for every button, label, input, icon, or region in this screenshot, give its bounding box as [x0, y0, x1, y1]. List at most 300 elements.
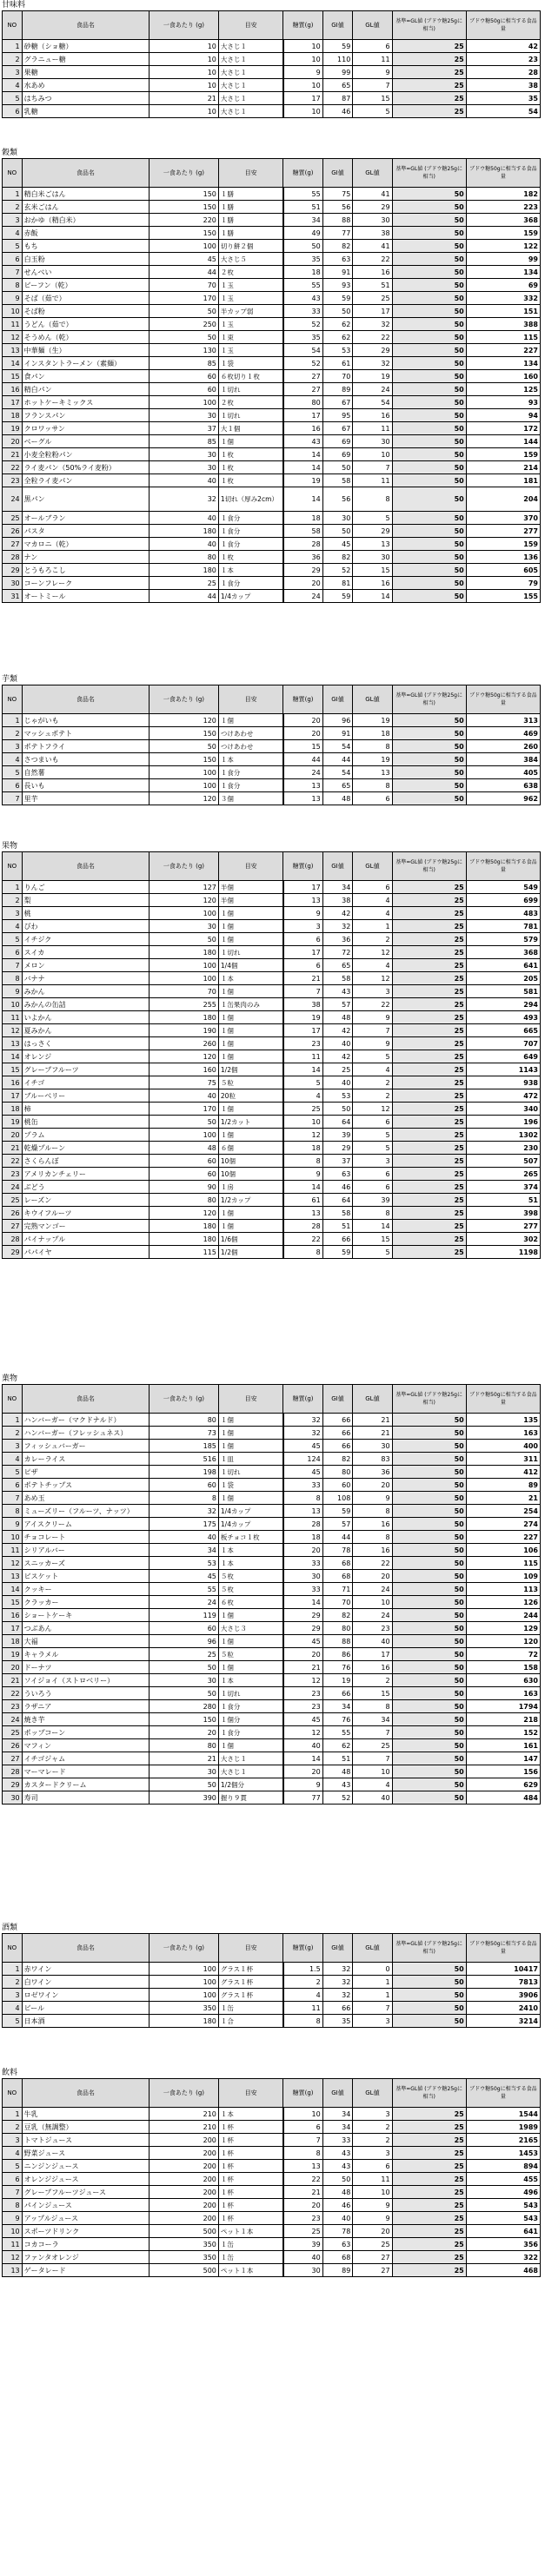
header-gl: GL値: [353, 2079, 392, 2108]
cell-base: 25: [392, 1037, 466, 1050]
cell-amount: 40: [150, 538, 219, 551]
cell-meyasu: １個: [218, 1024, 283, 1037]
cell-amount: 100: [150, 240, 219, 253]
cell-no: 1: [3, 881, 23, 894]
section-title: 穀類: [2, 149, 18, 157]
cell-no: 7: [3, 2186, 23, 2199]
cell-result: 129: [466, 1622, 540, 1635]
cell-name: 赤ワイン: [22, 1963, 149, 1976]
table-row: [3, 92, 541, 105]
cell-amount: 50: [150, 1778, 219, 1791]
cell-gi: 25: [322, 1063, 353, 1076]
cell-meyasu: 板チョコ１枚: [218, 1531, 283, 1544]
cell-carb: 43: [283, 292, 322, 305]
cell-amount: 120: [150, 1207, 219, 1220]
cell-base: 50: [392, 357, 466, 370]
cell-base: 50: [392, 1635, 466, 1648]
cell-gl: 30: [353, 551, 392, 564]
table-row: [3, 1726, 541, 1739]
cell-result: 7813: [466, 1976, 540, 1989]
cell-base: 50: [392, 1687, 466, 1700]
cell-name: クラッカー: [22, 1596, 149, 1609]
cell-result: 122: [466, 240, 540, 253]
cell-name: 精白パン: [22, 383, 149, 396]
cell-result: 227: [466, 344, 540, 357]
cell-gl: 8: [353, 1207, 392, 1220]
cell-meyasu: １膳: [218, 214, 283, 227]
cell-meyasu: １個: [218, 933, 283, 946]
cell-base: 50: [392, 512, 466, 525]
cell-no: 8: [3, 279, 23, 292]
cell-meyasu: １杯: [218, 2212, 283, 2225]
table-row: [3, 1518, 541, 1531]
cell-gi: 46: [322, 2199, 353, 2212]
cell-result: 707: [466, 1037, 540, 1050]
cell-gl: 19: [353, 370, 392, 383]
cell-carb: 20: [283, 1544, 322, 1557]
cell-gi: 51: [322, 1220, 353, 1233]
section-5: [0, 1374, 545, 1805]
cell-meyasu: １食分: [218, 1726, 283, 1739]
cell-no: 18: [3, 1635, 23, 1648]
cell-no: 2: [3, 1976, 23, 1989]
cell-amount: 100: [150, 396, 219, 409]
cell-name: びわ: [22, 920, 149, 933]
cell-base: 50: [392, 779, 466, 792]
cell-result: 94: [466, 409, 540, 422]
cell-carb: 9: [283, 907, 322, 920]
cell-result: 99: [466, 253, 540, 266]
cell-amount: 120: [150, 792, 219, 805]
cell-gi: 78: [322, 1544, 353, 1557]
cell-gl: 14: [353, 590, 392, 603]
cell-carb: 51: [283, 201, 322, 214]
cell-meyasu: 切り餅２個: [218, 240, 283, 253]
cell-no: 28: [3, 551, 23, 564]
cell-meyasu: １個: [218, 920, 283, 933]
cell-result: 3214: [466, 2015, 540, 2028]
cell-carb: 15: [283, 740, 322, 753]
cell-gl: 8: [353, 1700, 392, 1713]
cell-gi: 62: [322, 1739, 353, 1752]
cell-carb: 8: [283, 1246, 322, 1259]
cell-amount: 180: [150, 564, 219, 577]
cell-gi: 69: [322, 435, 353, 448]
cell-name: ういろう: [22, 1687, 149, 1700]
cell-meyasu: １個: [218, 1220, 283, 1233]
cell-gi: 57: [322, 998, 353, 1011]
header-row: [3, 852, 541, 881]
cell-base: 25: [392, 2121, 466, 2134]
cell-amount: 180: [150, 1220, 219, 1233]
table-row: [3, 1596, 541, 1609]
cell-amount: 500: [150, 2225, 219, 2238]
cell-meyasu: つけあわせ: [218, 727, 283, 740]
cell-amount: 37: [150, 422, 219, 435]
cell-meyasu: １膳: [218, 188, 283, 201]
cell-carb: 40: [283, 1739, 322, 1752]
cell-amount: 50: [150, 933, 219, 946]
table-row: [3, 383, 541, 396]
cell-gi: 32: [322, 920, 353, 933]
header-carb: 糖質(g): [283, 1934, 322, 1963]
cell-meyasu: １玉: [218, 318, 283, 331]
cell-name: パイナップル: [22, 1233, 149, 1246]
cell-name: パインジュース: [22, 2199, 149, 2212]
section-title: 飲料: [2, 2069, 18, 2077]
cell-gl: 34: [353, 1713, 392, 1726]
cell-name: レーズン: [22, 1194, 149, 1207]
table-row: [3, 318, 541, 331]
cell-meyasu: ５枚: [218, 1570, 283, 1583]
cell-name: クッキー: [22, 1583, 149, 1596]
cell-gl: 10: [353, 1765, 392, 1778]
cell-meyasu: 1/4カップ: [218, 1518, 283, 1531]
cell-base: 25: [392, 2173, 466, 2186]
cell-meyasu: １切れ: [218, 946, 283, 959]
cell-gl: 6: [353, 1181, 392, 1194]
cell-carb: 24: [283, 590, 322, 603]
header-amount: 一食あたり (g): [150, 11, 219, 40]
header-row: [3, 2079, 541, 2108]
cell-base: 50: [392, 318, 466, 331]
cell-carb: 12: [283, 1726, 322, 1739]
cell-amount: 255: [150, 998, 219, 1011]
cell-amount: 260: [150, 1037, 219, 1050]
cell-base: 25: [392, 2108, 466, 2121]
cell-gl: 5: [353, 1050, 392, 1063]
cell-name: うどん（茹で）: [22, 318, 149, 331]
cell-gl: 21: [353, 1427, 392, 1440]
cell-result: 109: [466, 1570, 540, 1583]
cell-meyasu: 大さじ１: [218, 40, 283, 53]
cell-base: 50: [392, 525, 466, 538]
header-name: 食品名: [22, 2079, 149, 2108]
cell-result: 412: [466, 1466, 540, 1479]
cell-meyasu: １杯: [218, 2147, 283, 2160]
table-row: [3, 2251, 541, 2264]
cell-name: ニンジンジュース: [22, 2160, 149, 2173]
cell-gl: 6: [353, 881, 392, 894]
cell-amount: 30: [150, 1674, 219, 1687]
header-meyasu: 目安: [218, 159, 283, 188]
table-row: [3, 1778, 541, 1791]
table-row: [3, 79, 541, 92]
header-no: NO: [3, 1934, 23, 1963]
cell-meyasu: １杯: [218, 2134, 283, 2147]
cell-carb: 45: [283, 1635, 322, 1648]
cell-meyasu: ペット１本: [218, 2225, 283, 2238]
cell-base: 50: [392, 214, 466, 227]
section-title: 芋類: [2, 675, 18, 684]
cell-carb: 55: [283, 279, 322, 292]
cell-base: 50: [392, 714, 466, 727]
cell-name: ゲータレード: [22, 2264, 149, 2277]
cell-name: カレーライス: [22, 1453, 149, 1466]
cell-gl: 8: [353, 740, 392, 753]
cell-gl: 18: [353, 727, 392, 740]
cell-gi: 60: [322, 1479, 353, 1492]
cell-gl: 2: [353, 1674, 392, 1687]
cell-result: 205: [466, 972, 540, 985]
cell-no: 10: [3, 1531, 23, 1544]
cell-base: 50: [392, 474, 466, 487]
cell-amount: 10: [150, 66, 219, 79]
cell-carb: 9: [283, 1168, 322, 1181]
cell-no: 17: [3, 1089, 23, 1103]
cell-name: イチゴジャム: [22, 1752, 149, 1765]
cell-base: 50: [392, 1557, 466, 1570]
cell-amount: 30: [150, 409, 219, 422]
food-table: [2, 1384, 541, 1805]
cell-result: 155: [466, 590, 540, 603]
cell-carb: 14: [283, 487, 322, 512]
cell-base: 25: [392, 2264, 466, 2277]
cell-amount: 10: [150, 53, 219, 66]
cell-meyasu: １本: [218, 972, 283, 985]
cell-carb: 20: [283, 1648, 322, 1661]
cell-base: 50: [392, 1466, 466, 1479]
cell-result: 93: [466, 396, 540, 409]
cell-no: 29: [3, 1246, 23, 1259]
cell-name: オートミール: [22, 590, 149, 603]
cell-name: 精白米ごはん: [22, 188, 149, 201]
cell-no: 12: [3, 2251, 23, 2264]
cell-base: 50: [392, 448, 466, 461]
table-row: [3, 1414, 541, 1427]
cell-carb: 23: [283, 1687, 322, 1700]
cell-result: 10417: [466, 1963, 540, 1976]
cell-meyasu: １枚: [218, 448, 283, 461]
cell-no: 5: [3, 92, 23, 105]
cell-base: 25: [392, 1207, 466, 1220]
cell-amount: 85: [150, 357, 219, 370]
header-gi: GI値: [322, 11, 353, 40]
cell-result: 69: [466, 279, 540, 292]
cell-gl: 16: [353, 409, 392, 422]
header-base: 基準=GL値 (ブドウ糖25gに相当): [392, 685, 466, 714]
section-7: [0, 2068, 545, 2277]
cell-result: 277: [466, 525, 540, 538]
cell-no: 2: [3, 727, 23, 740]
cell-result: 641: [466, 2225, 540, 2238]
header-no: NO: [3, 2079, 23, 2108]
cell-gi: 66: [322, 1233, 353, 1246]
cell-gl: 9: [353, 66, 392, 79]
cell-gi: 42: [322, 1050, 353, 1063]
cell-gl: 10: [353, 1596, 392, 1609]
cell-carb: 1.5: [283, 1963, 322, 1976]
cell-gl: 54: [353, 396, 392, 409]
header-name: 食品名: [22, 159, 149, 188]
cell-meyasu: ２枚: [218, 266, 283, 279]
cell-gi: 70: [322, 1596, 353, 1609]
cell-no: 21: [3, 1674, 23, 1687]
table-row: [3, 1233, 541, 1246]
cell-no: 7: [3, 266, 23, 279]
cell-name: 里芋: [22, 792, 149, 805]
cell-gi: 80: [322, 1466, 353, 1479]
cell-result: 311: [466, 1453, 540, 1466]
cell-gi: 50: [322, 305, 353, 318]
header-name: 食品名: [22, 11, 149, 40]
cell-amount: 100: [150, 1989, 219, 2002]
header-amount: 一食あたり (g): [150, 1385, 219, 1414]
cell-name: スニッカーズ: [22, 1557, 149, 1570]
cell-amount: 50: [150, 1687, 219, 1700]
cell-base: 25: [392, 2212, 466, 2225]
cell-amount: 390: [150, 1791, 219, 1805]
cell-gi: 46: [322, 1181, 353, 1194]
header-no: NO: [3, 1385, 23, 1414]
cell-gi: 32: [322, 1989, 353, 2002]
cell-carb: 38: [283, 998, 322, 1011]
cell-base: 50: [392, 753, 466, 766]
table-row: [3, 435, 541, 448]
cell-meyasu: １本: [218, 564, 283, 577]
cell-name: ポテトチップス: [22, 1479, 149, 1492]
cell-gi: 63: [322, 253, 353, 266]
cell-gl: 2: [353, 1076, 392, 1089]
cell-gi: 59: [322, 1505, 353, 1518]
cell-base: 25: [392, 998, 466, 1011]
cell-meyasu: 大さじ１: [218, 53, 283, 66]
cell-no: 4: [3, 2002, 23, 2015]
cell-result: 543: [466, 2212, 540, 2225]
cell-result: 196: [466, 1116, 540, 1129]
cell-no: 9: [3, 985, 23, 998]
cell-carb: 10: [283, 105, 322, 118]
header-name: 食品名: [22, 852, 149, 881]
cell-meyasu: １個: [218, 1661, 283, 1674]
cell-result: 204: [466, 487, 540, 512]
cell-meyasu: １杯: [218, 2121, 283, 2134]
cell-gl: 17: [353, 305, 392, 318]
cell-meyasu: 大さじ１: [218, 79, 283, 92]
cell-result: 468: [466, 2264, 540, 2277]
cell-carb: 4: [283, 1089, 322, 1103]
header-base: 基準=GL値 (ブドウ糖25gに相当): [392, 11, 466, 40]
cell-base: 50: [392, 1648, 466, 1661]
cell-name: 乳糖: [22, 105, 149, 118]
cell-meyasu: ５粒: [218, 1076, 283, 1089]
cell-result: 23: [466, 53, 540, 66]
cell-meyasu: 20粒: [218, 1089, 283, 1103]
cell-no: 22: [3, 1687, 23, 1700]
cell-gl: 13: [353, 766, 392, 779]
cell-base: 25: [392, 2160, 466, 2173]
header-gl: GL値: [353, 685, 392, 714]
cell-gi: 40: [322, 1076, 353, 1089]
cell-result: 368: [466, 214, 540, 227]
cell-gi: 32: [322, 1976, 353, 1989]
cell-amount: 100: [150, 1963, 219, 1976]
table-row: [3, 1609, 541, 1622]
table-row: [3, 2108, 541, 2121]
cell-gl: 3: [353, 2108, 392, 2121]
cell-gi: 78: [322, 2225, 353, 2238]
cell-gl: 41: [353, 240, 392, 253]
header-result: ブドウ糖50gに相当する食品量: [466, 852, 540, 881]
cell-carb: 45: [283, 1713, 322, 1726]
cell-no: 11: [3, 2238, 23, 2251]
cell-gl: 9: [353, 1011, 392, 1024]
table-row: [3, 1129, 541, 1142]
cell-gl: 4: [353, 1063, 392, 1076]
cell-base: 25: [392, 1233, 466, 1246]
cell-base: 50: [392, 727, 466, 740]
cell-result: 227: [466, 1531, 540, 1544]
cell-gl: 2: [353, 2134, 392, 2147]
cell-base: 50: [392, 344, 466, 357]
cell-no: 6: [3, 2173, 23, 2186]
cell-no: 8: [3, 1505, 23, 1518]
cell-no: 24: [3, 1713, 23, 1726]
header-gl: GL値: [353, 1385, 392, 1414]
cell-base: 25: [392, 2134, 466, 2147]
cell-name: ドーナツ: [22, 1661, 149, 1674]
cell-carb: 18: [283, 266, 322, 279]
cell-result: 472: [466, 1089, 540, 1103]
cell-gl: 22: [353, 998, 392, 1011]
cell-gi: 34: [322, 1700, 353, 1713]
cell-base: 50: [392, 487, 466, 512]
cell-result: 21: [466, 1492, 540, 1505]
cell-name: トマトジュース: [22, 2134, 149, 2147]
header-gl: GL値: [353, 852, 392, 881]
cell-meyasu: グラス１杯: [218, 1963, 283, 1976]
cell-amount: 180: [150, 2015, 219, 2028]
cell-amount: 48: [150, 1142, 219, 1155]
cell-amount: 100: [150, 766, 219, 779]
header-meyasu: 目安: [218, 1385, 283, 1414]
cell-meyasu: １個: [218, 1011, 283, 1024]
cell-gl: 6: [353, 2160, 392, 2173]
cell-result: 388: [466, 318, 540, 331]
cell-result: 302: [466, 1233, 540, 1246]
cell-carb: 7: [283, 2134, 322, 2147]
cell-no: 9: [3, 2212, 23, 2225]
table-row: [3, 1076, 541, 1089]
cell-gl: 30: [353, 435, 392, 448]
cell-base: 50: [392, 1531, 466, 1544]
table-row: [3, 305, 541, 318]
cell-amount: 350: [150, 2251, 219, 2264]
cell-amount: 10: [150, 79, 219, 92]
cell-no: 3: [3, 740, 23, 753]
cell-gi: 66: [322, 1427, 353, 1440]
cell-name: 柿: [22, 1103, 149, 1116]
cell-gi: 19: [322, 1674, 353, 1687]
cell-carb: 14: [283, 461, 322, 474]
cell-gl: 9: [353, 2199, 392, 2212]
cell-gi: 56: [322, 487, 353, 512]
cell-no: 3: [3, 1440, 23, 1453]
cell-gl: 2: [353, 2121, 392, 2134]
cell-carb: 52: [283, 357, 322, 370]
cell-amount: 60: [150, 370, 219, 383]
table-row: [3, 357, 541, 370]
cell-meyasu: 大さじ１: [218, 1752, 283, 1765]
cell-meyasu: 1/4カップ: [218, 590, 283, 603]
cell-no: 10: [3, 998, 23, 1011]
table-row: [3, 894, 541, 907]
cell-base: 50: [392, 331, 466, 344]
cell-no: 1: [3, 2108, 23, 2121]
cell-amount: 350: [150, 2002, 219, 2015]
cell-carb: 45: [283, 1466, 322, 1479]
table-row: [3, 2160, 541, 2173]
